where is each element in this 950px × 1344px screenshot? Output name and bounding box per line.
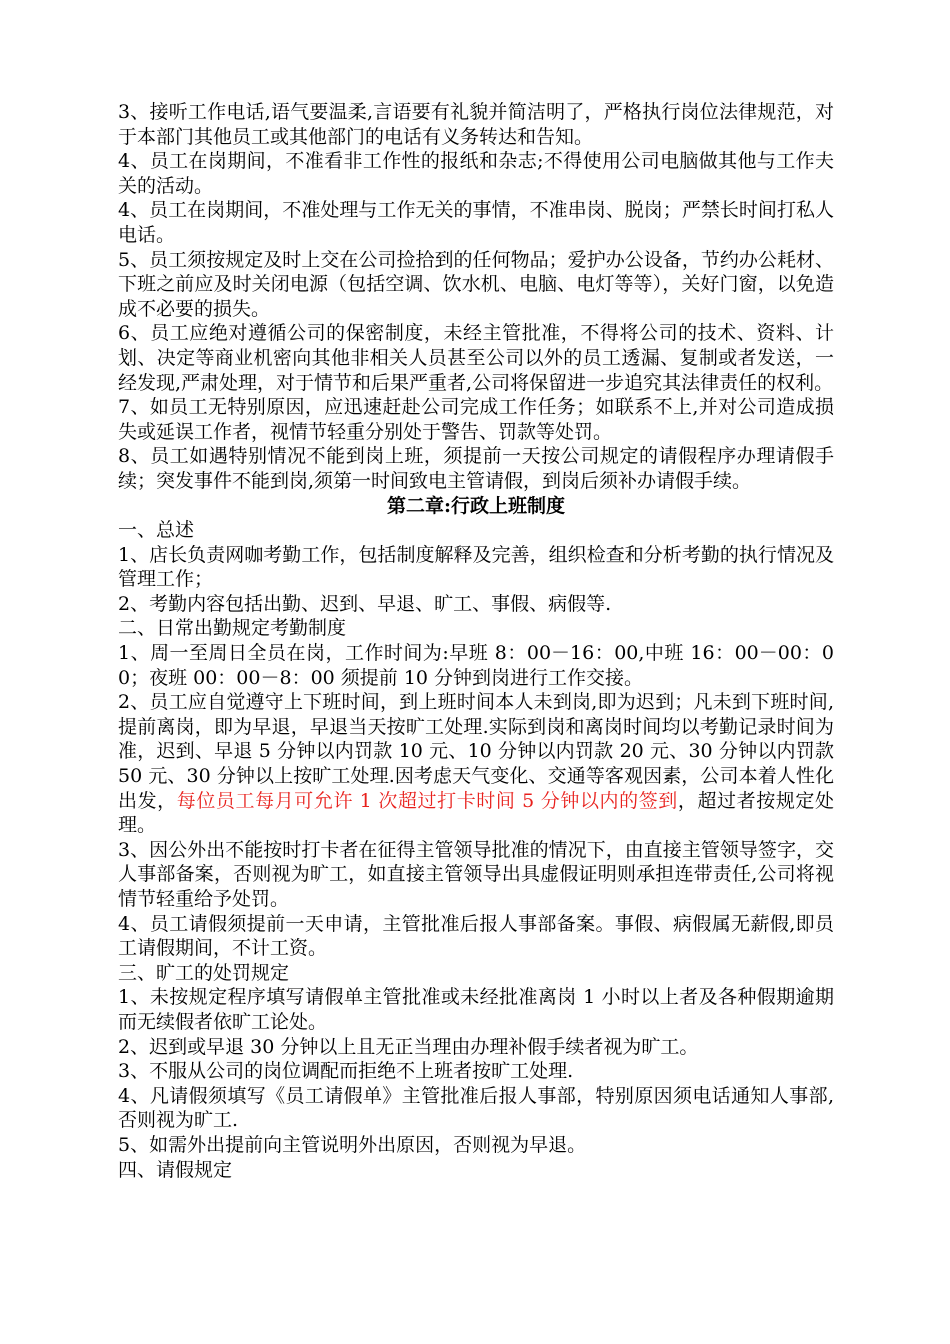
chapter-title: 第二章:行政上班制度 — [386, 494, 565, 517]
attendance-item-2-tail: ，超过者按规定处理。 — [118, 789, 834, 837]
section-heading-overview: 一、总述 — [118, 519, 195, 542]
overview-item-2: 2、考勤内容包括出勤、迟到、早退、旷工、事假、病假等. — [118, 592, 612, 615]
section-heading-absenteeism: 三、旷工的处罚规定 — [118, 961, 290, 984]
document-page — [118, 100, 834, 1182]
attendance-item-2-text: 2、员工应自觉遵守上下班时间，到上班时间本人未到岗,即为迟到；凡未到下班时间,提前离岗，即为早退，早退当天按旷工处理.实际到岗和离岗时间均以考勤记录时间为准，迟到、早退 5 分钟以内罚款 10 元、10 分钟以内罚款 20 元、30 分钟以内罚款 50 元、30 分钟以上按旷工处理.因考虑天气变化、交通等客观因素，公司本着人性化出发， — [118, 691, 834, 812]
attendance-item-2-highlight: 每位员工每月可允许 1 次超过打卡时间 5 分钟以内的签到 — [176, 789, 678, 812]
absenteeism-item-1: 1、未按规定程序填写请假单主管批准或未经批准离岗 1 小时以上者及各种假期逾期而无续假者依旷工论处。 — [118, 986, 834, 1033]
absenteeism-item-4: 4、凡请假须填写《员工请假单》主管批准后报人事部，特别原因须电话通知人事部,否则视为旷工. — [118, 1084, 834, 1132]
rule-4-newspapers: 4、员工在岗期间，不准看非工作性的报纸和杂志;不得使用公司电脑做其他与工作夫关的活动。 — [118, 150, 834, 197]
attendance-item-3: 3、因公外出不能按时打卡者在征得主管领导批准的情况下，由直接主管领导签字，交人事部备案，否则视为旷工，如直接主管领导出具虚假证明则承担连带责任,公司将视情节轻重给予处罚。 — [118, 838, 834, 910]
rule-5-lost-items: 5、员工须按规定及时上交在公司捡拾到的任何物品；爱护办公设备，节约办公耗材、下班之前应及时关闭电源（包括空调、饮水机、电脑、电灯等等），关好门窗，以免造成不必要的损失。 — [118, 248, 834, 320]
absenteeism-item-3: 3、不服从公司的岗位调配而拒绝不上班者按旷工处理. — [118, 1060, 574, 1083]
rule-3-phone: 3、接听工作电话,语气要温柔,言语要有礼貌并简洁明了，严格执行岗位法律规范，对于本部门其他员工或其他部门的电话有义务转达和告知。 — [118, 101, 834, 148]
attendance-item-1: 1、周一至周日全员在岗，工作时间为:早班 8：00－16：00,中班 16：00－00：00；夜班 00：00－8：00 须提前 10 分钟到岗进行工作交接。 — [118, 642, 834, 689]
rule-4-unrelated-work: 4、员工在岗期间，不准处理与工作无关的事情，不准串岗、脱岗；严禁长时间打私人电话。 — [118, 199, 834, 246]
section-heading-attendance: 二、日常出勤规定考勤制度 — [118, 617, 347, 640]
absenteeism-item-5: 5、如需外出提前向主管说明外出原因，否则视为早退。 — [118, 1133, 587, 1156]
attendance-item-4: 4、员工请假须提前一天申请，主管批准后报人事部备案。事假、病假属无薪假,即员工请假期间，不计工资。 — [118, 912, 834, 960]
overview-item-1: 1、店长负责网咖考勤工作，包括制度解释及完善，组织检查和分析考勤的执行情况及管理工作； — [118, 543, 834, 591]
rule-7-unreachable: 7、如员工无特别原因，应迅速赶赴公司完成工作任务；如联系不上,并对公司造成损失或延误工作者，视情节轻重分别处于警告、罚款等处罚。 — [118, 396, 834, 443]
attendance-item-2 — [118, 690, 834, 838]
rule-8-leave-procedure: 8、员工如遇特别情况不能到岗上班，须提前一天按公司规定的请假程序办理请假手续；突发事件不能到岗,须第一时间致电主管请假，到岗后须补办请假手续。 — [118, 445, 834, 492]
rule-6-confidentiality: 6、员工应绝对遵循公司的保密制度，未经主管批准，不得将公司的技术、资料、计划、决定等商业机密向其他非相关人员甚至公司以外的员工透漏、复制或者发送，一经发现,严肃处理，对于情节和后果严重者,公司将保留进一步追究其法律责任的权利。 — [118, 322, 834, 394]
section-heading-leave: 四、请假规定 — [118, 1158, 233, 1181]
absenteeism-item-2: 2、迟到或早退 30 分钟以上且无正当理由办理补假手续者视为旷工。 — [118, 1035, 699, 1058]
